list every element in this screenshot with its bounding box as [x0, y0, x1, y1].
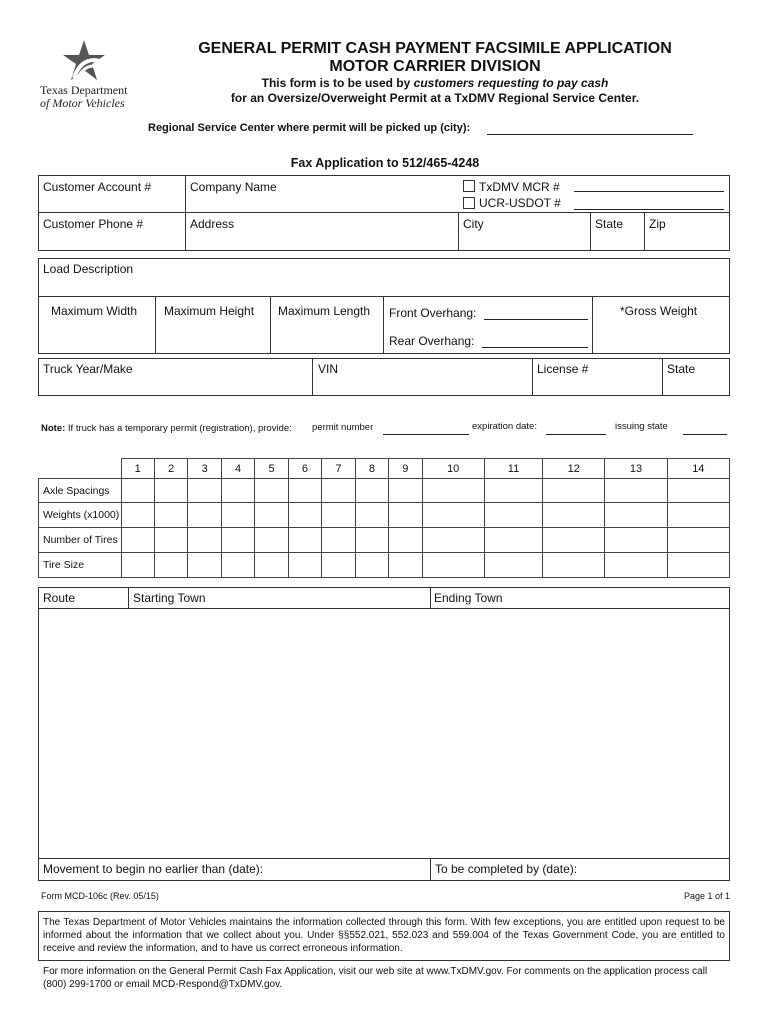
max-width-label: Maximum Width: [51, 304, 138, 318]
axle-number: 13: [605, 459, 667, 479]
ucr-field[interactable]: [574, 196, 724, 210]
load-description-label: Load Description: [43, 262, 134, 276]
temp-permit-note: Note: If truck has a temporary permit (registration), provide:: [41, 423, 292, 434]
starting-town-label: Starting Town: [133, 591, 206, 605]
completed-by-label: To be completed by (date):: [435, 862, 578, 876]
gross-weight-label: *Gross Weight: [620, 304, 698, 318]
axle-cell[interactable]: [422, 503, 484, 528]
division-title: MOTOR CARRIER DIVISION: [329, 58, 541, 75]
customer-phone-label: Customer Phone #: [43, 217, 144, 231]
rsc-label: Regional Service Center where permit will be picked up (city):: [148, 122, 471, 134]
axle-cell[interactable]: [422, 553, 484, 578]
axle-cell[interactable]: [288, 528, 321, 553]
axle-cell[interactable]: [188, 503, 221, 528]
axle-cell[interactable]: [605, 479, 667, 503]
axle-cell[interactable]: [121, 503, 154, 528]
axle-cell[interactable]: [322, 553, 355, 578]
axle-cell[interactable]: [667, 528, 729, 553]
axle-cell[interactable]: [221, 503, 254, 528]
state-label: State: [595, 217, 624, 231]
zip-label: Zip: [649, 217, 666, 231]
ucr-label: UCR-USDOT #: [479, 196, 561, 210]
axle-row-label: Number of Tires: [39, 528, 122, 553]
mcr-field[interactable]: [574, 178, 724, 192]
axle-number: 11: [484, 459, 542, 479]
axle-cell[interactable]: [221, 479, 254, 503]
axle-cell[interactable]: [667, 503, 729, 528]
axle-cell[interactable]: [543, 553, 605, 578]
axle-cell[interactable]: [389, 528, 422, 553]
privacy-notice: The Texas Department of Motor Vehicles maintains the information collected through this form. With few exceptions, you are entitled upon request to be informed about the information that we collect about you. Under §§552.021, 552.023 and 559.004 of the Texas Government Code, you are entitled to receive and review the information, and to have us correct erroneous information.: [38, 911, 730, 961]
axle-number: 4: [221, 459, 254, 479]
agency-name: Texas Department of Motor Vehicles: [40, 83, 128, 110]
permit-number-label: permit number: [312, 422, 374, 433]
axle-number: 2: [154, 459, 187, 479]
axle-cell[interactable]: [154, 528, 187, 553]
form-id: Form MCD-106c (Rev. 05/15): [41, 891, 159, 901]
axle-cell[interactable]: [484, 479, 542, 503]
axle-cell[interactable]: [154, 479, 187, 503]
axle-number: 8: [355, 459, 388, 479]
mcr-label: TxDMV MCR #: [479, 180, 560, 194]
truck-section: [38, 358, 730, 396]
axle-cell[interactable]: [154, 553, 187, 578]
axle-cell[interactable]: [154, 503, 187, 528]
company-name-label: Company Name: [190, 180, 277, 194]
axle-cell[interactable]: [605, 528, 667, 553]
vin-label: VIN: [318, 362, 339, 376]
fax-label: Fax Application to 512/465-4248: [290, 156, 480, 170]
axle-row-label: Weights (x1000): [39, 503, 122, 528]
max-height-label: Maximum Height: [164, 304, 255, 318]
axle-cell[interactable]: [667, 479, 729, 503]
front-overhang-label: Front Overhang:: [389, 306, 477, 320]
axle-cell[interactable]: [255, 553, 288, 578]
ending-town-label: Ending Town: [434, 591, 503, 605]
customer-account-label: Customer Account #: [43, 180, 152, 194]
expiration-date-label: expiration date:: [472, 421, 537, 432]
axle-cell[interactable]: [355, 479, 388, 503]
truck-year-make-label: Truck Year/Make: [43, 362, 133, 376]
movement-begin-label: Movement to begin no earlier than (date):: [43, 862, 264, 876]
axle-cell[interactable]: [389, 553, 422, 578]
mcr-checkbox[interactable]: [463, 180, 475, 192]
axle-cell[interactable]: [255, 528, 288, 553]
axle-cell[interactable]: [422, 479, 484, 503]
axle-cell[interactable]: [484, 528, 542, 553]
axle-cell[interactable]: [288, 479, 321, 503]
axle-number: 12: [543, 459, 605, 479]
axle-cell[interactable]: [422, 528, 484, 553]
axle-cell[interactable]: [188, 528, 221, 553]
axle-number: 6: [288, 459, 321, 479]
rear-overhang-field[interactable]: [482, 334, 588, 348]
issuing-state-label: issuing state: [615, 421, 668, 432]
axle-cell[interactable]: [121, 479, 154, 503]
axle-cell[interactable]: [389, 479, 422, 503]
axle-number: 5: [255, 459, 288, 479]
axle-cell[interactable]: [188, 479, 221, 503]
subtitle-1: This form is to be used by customers requesting to pay cash: [261, 76, 609, 90]
axle-cell[interactable]: [255, 503, 288, 528]
axle-cell[interactable]: [605, 503, 667, 528]
license-label: License #: [537, 362, 589, 376]
footer-info: For more information on the General Permit Cash Fax Application, visit our web site at www.TxDMV.gov. For comments on the application process call (800) 299-1700 or email MCD-Respond@TxDMV.gov.: [43, 966, 708, 990]
max-length-label: Maximum Length: [278, 304, 371, 318]
axle-cell[interactable]: [667, 553, 729, 578]
axle-cell[interactable]: [484, 553, 542, 578]
route-field[interactable]: [39, 609, 729, 857]
axle-cell[interactable]: [322, 479, 355, 503]
axle-cell[interactable]: [255, 479, 288, 503]
axle-cell[interactable]: [543, 503, 605, 528]
axle-cell[interactable]: [484, 503, 542, 528]
ucr-checkbox[interactable]: [463, 197, 475, 209]
issuing-state-field[interactable]: [683, 421, 727, 435]
axle-cell[interactable]: [121, 528, 154, 553]
axle-cell[interactable]: [221, 553, 254, 578]
axle-number: 10: [422, 459, 484, 479]
address-label: Address: [190, 217, 235, 231]
axle-cell[interactable]: [322, 528, 355, 553]
axle-number: 9: [389, 459, 422, 479]
axle-cell[interactable]: [221, 528, 254, 553]
axle-number: 7: [322, 459, 355, 479]
txdmv-star-logo: [60, 38, 108, 84]
form-title: GENERAL PERMIT CASH PAYMENT FACSIMILE APPLICATION: [198, 40, 672, 57]
axle-cell[interactable]: [188, 553, 221, 578]
truck-state-label: State: [667, 362, 696, 376]
expiration-date-field[interactable]: [546, 421, 606, 435]
route-label: Route: [43, 591, 76, 605]
axle-row-label: Tire Size: [39, 553, 122, 578]
page-number: Page 1 of 1: [684, 891, 731, 901]
axle-cell[interactable]: [355, 528, 388, 553]
axle-cell[interactable]: [288, 503, 321, 528]
axle-row-label: Axle Spacings: [39, 479, 122, 503]
axle-cell[interactable]: [322, 503, 355, 528]
rsc-city-field[interactable]: [487, 122, 693, 135]
axle-number: 1: [121, 459, 154, 479]
city-label: City: [463, 217, 484, 231]
axle-number: 3: [188, 459, 221, 479]
axle-cell[interactable]: [355, 503, 388, 528]
axle-cell[interactable]: [543, 528, 605, 553]
permit-number-field[interactable]: [383, 421, 469, 435]
axle-number: 14: [667, 459, 729, 479]
subtitle-2: for an Oversize/Overweight Permit at a TxDMV Regional Service Center.: [230, 91, 640, 105]
rear-overhang-label: Rear Overhang:: [389, 334, 475, 348]
axle-cell[interactable]: [121, 553, 154, 578]
axle-cell[interactable]: [605, 553, 667, 578]
axle-cell[interactable]: [355, 553, 388, 578]
axle-cell[interactable]: [543, 479, 605, 503]
axle-cell[interactable]: [389, 503, 422, 528]
axle-table: [38, 458, 730, 578]
front-overhang-field[interactable]: [484, 306, 588, 320]
axle-cell[interactable]: [288, 553, 321, 578]
